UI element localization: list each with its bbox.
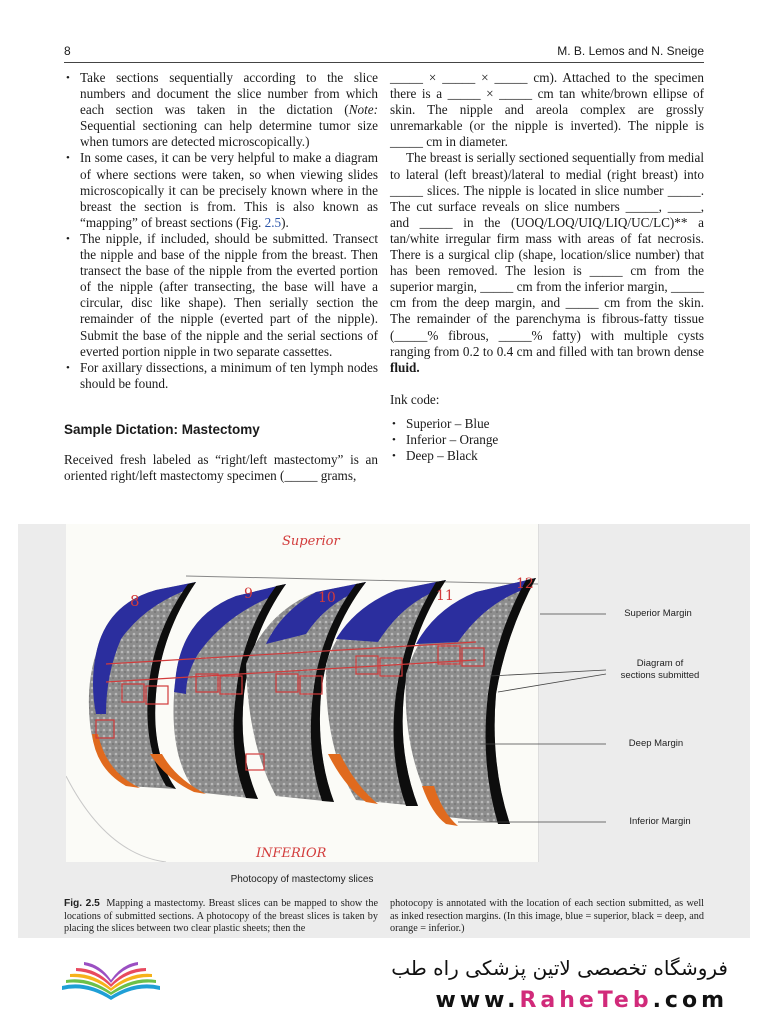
watermark-store-name: فروشگاه تخصصی لاتین پزشکی راه طب bbox=[391, 956, 728, 980]
list-item: • In some cases, it can be very helpful to make a diagram of where sections were taken, so when viewing slides microscopically it can be precisely known where in the breast the section is from. This is also known as “mapping” of breast sections (Fig. 2.5). bbox=[64, 150, 378, 230]
list-item: • The nipple, if included, should be submitted. Transect the nipple and base of the nipple from the breast. Then transect the base of the nipple from the everted portion of the nipple (after transecting, the base will have a circular, disc like shape). Then serially section the remainder of the nipple (everted part of the nipple). Submit the base of the nipple and the serial sections of everted portion nipple in two separate cassettes. bbox=[64, 231, 378, 360]
dictation-paragraph: _____ × _____ × _____ cm). Attached to the specimen there is a _____ × _____ cm tan white/brown ellipse of skin. The nipple and areola complex are grossly unremarkable (or the nipple is inverted). The nipple is _____ cm in diameter. bbox=[390, 70, 704, 150]
watermark-url[interactable]: www.RaheTeb.com bbox=[435, 988, 728, 1013]
slice-number-label: 8 bbox=[130, 592, 140, 610]
figure-reference-link[interactable]: 2.5 bbox=[264, 214, 282, 230]
list-item: • For axillary dissections, a minimum of ten lymph nodes should be found. bbox=[64, 360, 378, 392]
handwritten-inferior-label: INFERIOR bbox=[256, 846, 327, 861]
figure-caption-left: Fig. 2.5 Mapping a mastectomy. Breast slices can be mapped to show the locations of submitted sections. A photocopy of the breast slices is taken by placing the slices between two clear plastic sheets; then the bbox=[64, 898, 379, 935]
dictation-start: Received fresh labeled as “right/left mastectomy” is an oriented right/left mastectomy specimen (_____ grams, bbox=[64, 451, 378, 484]
slice-number-label: 10 bbox=[318, 590, 336, 606]
list-item: • Superior – Blue bbox=[390, 416, 704, 432]
section-heading: Sample Dictation: Mastectomy bbox=[64, 421, 260, 437]
list-item: • Inferior – Orange bbox=[390, 432, 704, 448]
slice-number-label: 9 bbox=[244, 586, 253, 602]
list-item: • Take sections sequentially according to the slice numbers and document the slice number from which each section was taken in the dictation (Note: Sequential sectioning can help determine tumor size when tumors are detected microscopically.) bbox=[64, 70, 378, 150]
book-logo-icon bbox=[56, 946, 166, 1006]
figure-caption-right: photocopy is annotated with the location of each section submitted, as well as inked resection margins. (In this image, blue = superior, black = deep, and orange = inferior.) bbox=[390, 898, 704, 935]
running-header-authors: M. B. Lemos and N. Sneige bbox=[557, 44, 704, 58]
callout-inferior-margin: Inferior Margin bbox=[629, 816, 691, 827]
slice-number-label: 12 bbox=[516, 576, 534, 592]
page-number: 8 bbox=[64, 44, 71, 58]
callout-deep-margin: Deep Margin bbox=[628, 738, 684, 749]
handwritten-superior-label: Superior bbox=[282, 534, 340, 549]
callout-diagram-sections: Diagram of sections submitted bbox=[620, 658, 700, 681]
callout-superior-margin: Superior Margin bbox=[624, 608, 692, 619]
list-item: • Deep – Black bbox=[390, 448, 704, 464]
slice-number-label: 11 bbox=[436, 588, 454, 604]
photo-caption: Photocopy of mastectomy slices bbox=[230, 874, 374, 885]
ink-code-heading: Ink code: bbox=[390, 391, 440, 407]
dictation-paragraph: The breast is serially sectioned sequentially from medial to lateral (left breast)/lateral to medial (right breast) into _____ slices. The nipple is located in slice number _____. The cut surface reveals on slice numbers _____, _____, and _____ in the (UOQ/LOQ/UIQ/LIQ/UC/LC)** a tan/white irregular firm mass with areas of fat necrosis. There is a surgical clip (shape, location/slice number) that has been removed. The lesion is _____ cm from the superior margin, _____ cm from the inferior margin, _____ cm from the deep margin, and _____ cm from the skin. The remainder of the parenchyma is fibrous-fatty tissue (_____% fibrous, _____% fatty) with multiple cysts ranging from 0.2 to 0.4 cm and filled with tan brown dense fluid. bbox=[390, 150, 704, 375]
